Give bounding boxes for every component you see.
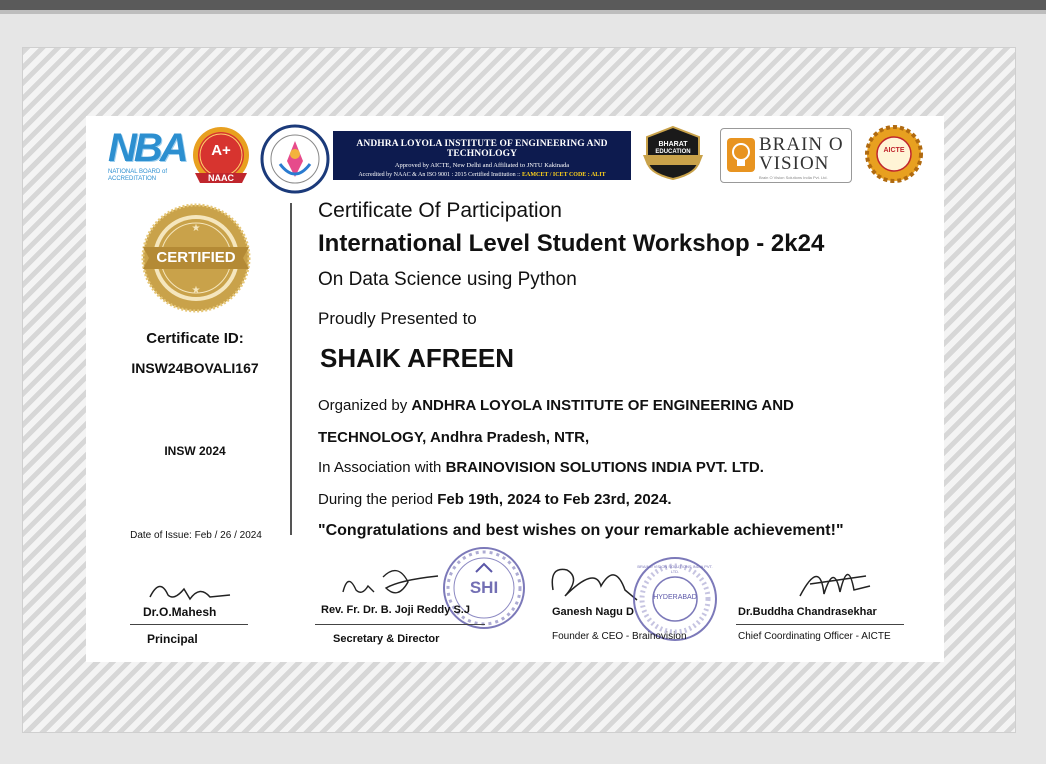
event-code: INSW 2024 [164, 444, 226, 458]
svg-text:★: ★ [191, 223, 201, 234]
signatory-3-name: Ganesh Nagu D [552, 606, 634, 618]
alit-emblem [260, 124, 330, 194]
organized-prefix: Organized by [318, 397, 412, 414]
stamp2-ring: BRAINO VISION SOLUTIONS INDIA PVT. LTD. [637, 564, 713, 574]
stamp2-center: HYDERABAD [653, 594, 697, 601]
signatory-2-title: Secretary & Director [333, 633, 440, 645]
bulb-icon [726, 137, 756, 173]
window-top-bar-edge [0, 10, 1046, 14]
certificate-id-value: INSW24BOVALI167 [131, 360, 259, 376]
signature-mahesh-icon [140, 575, 240, 605]
certificate-id-label: Certificate ID: [146, 330, 244, 347]
signatory-4-line [736, 624, 904, 625]
signatory-3-title: Founder & CEO - Brainovision [552, 631, 687, 642]
association-name: BRAINOVISION SOLUTIONS INDIA PVT. LTD. [445, 459, 764, 476]
signatory-1-line [130, 624, 248, 625]
signatory-1-name: Dr.O.Mahesh [143, 605, 217, 619]
period-value: Feb 19th, 2024 to Feb 23rd, 2024. [437, 491, 672, 508]
brainovision-logo [720, 128, 852, 183]
banner-institute-name: ANDHRA LOYOLA INSTITUTE OF ENGINEERING AND TECHNOLOGY [356, 139, 608, 159]
banner-accreditation [333, 172, 631, 178]
aicte-gear-icon [864, 125, 924, 183]
naac-label: NAAC [208, 173, 234, 183]
certificate-type: Certificate Of Participation [318, 199, 562, 222]
alit-emblem-icon [260, 124, 330, 194]
period-prefix: During the period [318, 491, 438, 508]
window-top-bar [0, 0, 1046, 10]
brainovision-line1: BRAIN O [759, 134, 844, 155]
stamp1-center: SHI [469, 578, 499, 597]
congratulations-message: "Congratulations and best wishes on your remarkable achievement!" [318, 522, 844, 539]
association-prefix: In Association with [318, 459, 446, 476]
signatory-4-title: Chief Coordinating Officer - AICTE [738, 631, 891, 642]
brainovision-line2: VISION [759, 153, 830, 174]
svg-text:★: ★ [191, 285, 201, 296]
workshop-topic: On Data Science using Python [318, 269, 577, 290]
aicte-logo [864, 125, 924, 183]
organizer-line1: ANDHRA LOYOLA INSTITUTE OF ENGINEERING AND [411, 397, 794, 414]
vertical-divider [290, 203, 292, 535]
bharat-education-badge [641, 125, 705, 181]
recipient-name: SHAIK AFREEN [320, 343, 515, 373]
banner-accreditation-text: Accredited by NAAC & An ISO 9001 : 2015 Certified Institution :: [358, 172, 521, 178]
signatory-2-name: Rev. Fr. Dr. B. Joji Reddy S.J [321, 604, 470, 616]
brainovision-name [759, 135, 844, 173]
period [318, 491, 672, 508]
signature-joji-icon [338, 562, 448, 602]
naac-logo [187, 125, 255, 191]
presented-to: Proudly Presented to [318, 309, 477, 328]
date-of-issue: Date of Issue: Feb / 26 / 2024 [130, 530, 262, 541]
certified-seal [141, 203, 251, 313]
nba-logo-text: NBA [108, 126, 186, 170]
signatory-4-name: Dr.Buddha Chandrasekhar [738, 606, 877, 618]
event-title: International Level Student Workshop - 2k24 [318, 230, 825, 257]
institute-stamp [442, 546, 526, 630]
nba-logo [108, 126, 186, 189]
institute-banner [333, 131, 631, 180]
brainovision-tagline: Brain O Vision Solutions India Pvt. Ltd. [759, 175, 828, 180]
banner-code: EAMCET / ICET CODE : ALIT [522, 172, 606, 178]
company-stamp [632, 556, 718, 642]
association [318, 459, 764, 476]
organizer-line2: TECHNOLOGY, Andhra Pradesh, NTR, [318, 429, 590, 446]
banner-approval: Approved by AICTE, New Delhi and Affiliated to JNTU Kakinada [394, 162, 570, 169]
nba-logo-caption: NATIONAL BOARD of ACCREDITATION [108, 169, 168, 182]
signature-buddha-icon [790, 556, 880, 606]
organized-by [318, 397, 794, 414]
signatory-2-line [315, 624, 485, 625]
bharat-line2: EDUCATION [655, 149, 691, 155]
signatory-1-title: Principal [147, 632, 198, 646]
seal-text: CERTIFIED [156, 249, 236, 266]
naac-grade: A+ [211, 142, 231, 159]
bharat-line1: BHARAT [658, 141, 688, 148]
signature-ganesh-icon [545, 556, 645, 608]
aicte-label: AICTE [883, 147, 905, 154]
